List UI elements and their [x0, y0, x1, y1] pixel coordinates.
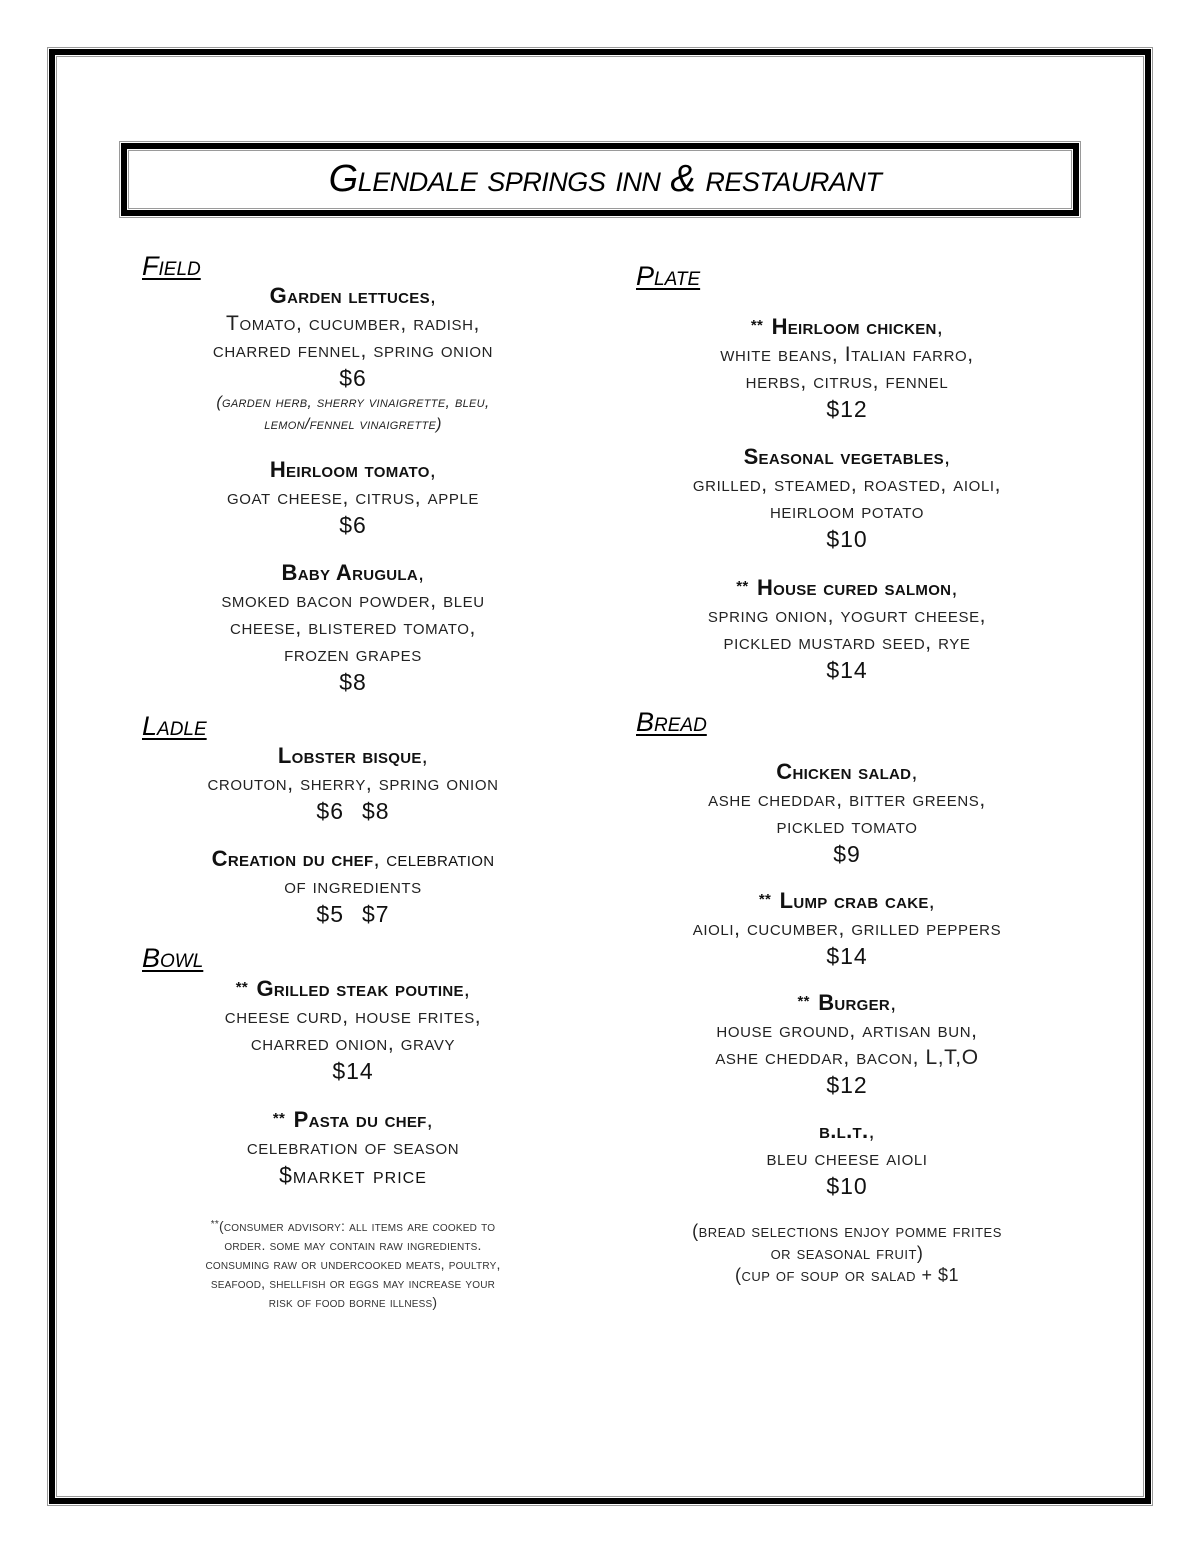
item-name: Seasonal vegetables, [743, 444, 951, 469]
item-name: b.l.t., [819, 1118, 875, 1143]
item-description: cheese, blistered tomato, [230, 616, 476, 639]
item-price [138, 900, 568, 928]
item-description: bleu cheese aioli [766, 1147, 928, 1170]
item-price: $6 [339, 512, 367, 538]
section-heading-plate: Plate [636, 261, 701, 291]
item-description: goat cheese, citrus, apple [226, 486, 480, 509]
menu-item-house-cured-salmon [632, 573, 1062, 684]
advisory-marker: ** [235, 979, 249, 996]
title-box [119, 141, 1081, 218]
menu-item-burger [632, 988, 1062, 1099]
item-name: Lobster bisque, [277, 743, 429, 768]
item-description: ashe cheddar, bacon, L,T,O [715, 1046, 979, 1069]
item-name: Creation du chef, celebration [211, 846, 495, 871]
item-price: $6 [339, 365, 367, 391]
menu-column-left [138, 250, 568, 1312]
item-price: $10 [826, 526, 868, 552]
item-name: ** Burger, [797, 990, 897, 1015]
section-ladle [138, 710, 568, 928]
item-description: smoked bacon powder, bleu [221, 589, 485, 612]
advisory-marker: ** [272, 1110, 286, 1127]
item-description: pickled tomato [776, 815, 918, 838]
item-description: ashe cheddar, bitter greens, [708, 788, 986, 811]
item-description: crouton, sherry, spring onion [207, 772, 499, 795]
item-description: pickled mustard seed, rye [723, 631, 971, 654]
section-heading-bowl: Bowl [142, 943, 204, 973]
dressing-options: lemon/fennel vinaigrette) [264, 416, 442, 433]
menu-item-lump-crab-cake [632, 886, 1062, 970]
bread-selection-note: (bread selections enjoy pomme frites or seasonal fruit) (cup of soup or salad + $1 [692, 1221, 1002, 1285]
menu-item-chicken-salad [632, 758, 1062, 868]
item-description: of ingredients [284, 875, 422, 898]
item-description: Tomato, cucumber, radish, [226, 312, 480, 335]
menu-item-blt [632, 1117, 1062, 1200]
advisory-marker: ** [736, 578, 749, 595]
item-price [138, 797, 568, 825]
item-description: herbs, citrus, fennel [745, 370, 949, 393]
item-price: $12 [826, 396, 868, 422]
item-description: grilled, steamed, roasted, aioli, [692, 473, 1002, 496]
advisory-marker: ** [750, 317, 764, 334]
dressing-options: (garden herb, sherry vinaigrette, bleu, [216, 394, 490, 411]
advisory-marker: ** [797, 993, 810, 1010]
price-cup: $6 [316, 798, 344, 824]
section-heading-field: Field [142, 251, 201, 281]
item-description: cheese curd, house frites, [224, 1005, 482, 1028]
item-description: aioli, cucumber, grilled peppers [692, 917, 1002, 940]
item-name: Heirloom tomato, [269, 457, 437, 482]
item-price: $10 [826, 1173, 868, 1199]
menu-column-right [632, 260, 1062, 1286]
item-description: house ground, artisan bun, [716, 1019, 978, 1042]
price-bowl: $8 [362, 798, 390, 824]
item-description: heirloom potato [769, 500, 925, 523]
item-price: $market price [279, 1162, 427, 1188]
menu-item-heirloom-chicken [632, 312, 1062, 423]
item-description: celebration of season [246, 1136, 460, 1159]
section-field [138, 250, 568, 696]
item-name: ** Lump crab cake, [758, 888, 936, 913]
title-border-inner [128, 150, 1072, 209]
menu-item-lobster-bisque [138, 742, 568, 825]
item-name: Chicken salad, [776, 759, 918, 784]
section-heading-bread: Bread [636, 707, 707, 737]
item-name: Garden lettuces, [269, 283, 437, 308]
price-cup: $5 [316, 901, 344, 927]
item-description: charred onion, gravy [250, 1032, 456, 1055]
section-plate [632, 260, 1062, 684]
item-price: $8 [339, 669, 367, 695]
menu-item-grilled-steak-poutine [138, 974, 568, 1085]
item-name: ** Heirloom chicken, [750, 314, 944, 339]
item-price: $14 [826, 657, 868, 683]
section-heading-ladle: Ladle [142, 711, 207, 741]
price-bowl: $7 [362, 901, 390, 927]
consumer-advisory: **(consumer advisory: all items are cooked to order. some may contain raw ingredients. consuming raw or undercooked meats, poultry, seafood, shellfish or eggs may increase your risk of food borne illness) [205, 1218, 501, 1310]
item-price: $14 [826, 943, 868, 969]
item-price: $12 [826, 1072, 868, 1098]
item-name: ** House cured salmon, [736, 575, 958, 600]
item-price: $14 [332, 1058, 374, 1084]
item-name: ** Grilled steak poutine, [235, 976, 471, 1001]
item-price: $9 [833, 841, 861, 867]
item-name: Baby Arugula, [281, 560, 425, 585]
section-bread [632, 706, 1062, 1200]
item-description: spring onion, yogurt cheese, [707, 604, 987, 627]
menu-item-pasta-du-chef [138, 1105, 568, 1189]
menu-item-garden-lettuces [138, 282, 568, 436]
item-name: ** Pasta du chef, [272, 1107, 434, 1132]
advisory-marker: ** [210, 1219, 219, 1230]
menu-item-baby-arugula [138, 559, 568, 696]
section-bowl [138, 942, 568, 1189]
menu-item-seasonal-vegetables [632, 443, 1062, 553]
item-description: charred fennel, spring onion [212, 339, 494, 362]
item-description: frozen grapes [284, 643, 422, 666]
item-description: white beans, Italian farro, [720, 343, 974, 366]
menu-item-creation-du-chef [138, 845, 568, 928]
advisory-marker: ** [758, 891, 772, 908]
menu-item-heirloom-tomato [138, 456, 568, 539]
restaurant-title: Glendale springs inn & restaurant [328, 158, 882, 200]
